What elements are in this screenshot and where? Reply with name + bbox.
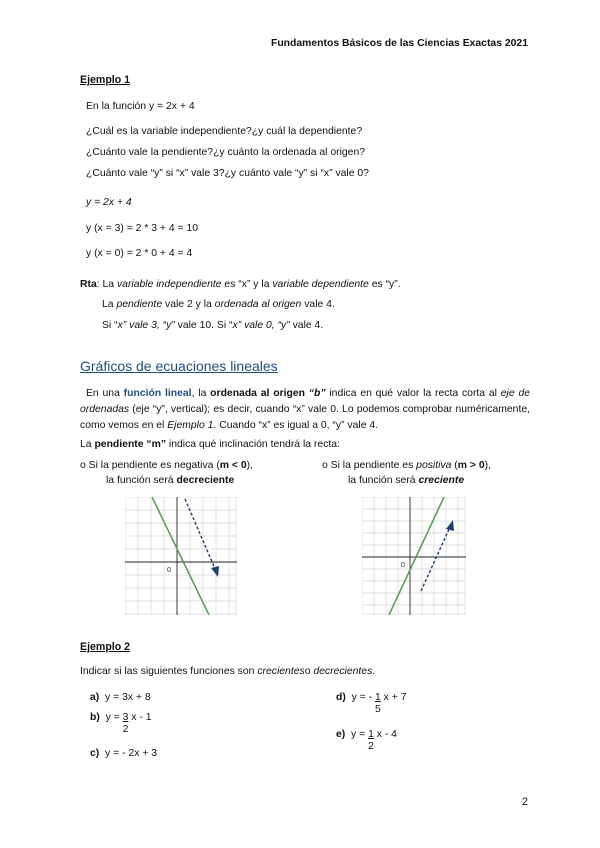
exercise-expression: y = 3x + 8 — [105, 692, 151, 703]
page-number: 2 — [521, 796, 528, 808]
answer-text: es “x” y la — [221, 279, 273, 290]
answer-italic: pendiente — [116, 299, 163, 310]
answer-text: vale 2 y la — [162, 299, 215, 310]
fraction-denominator: 5 — [374, 704, 381, 715]
example1-intro: En la función y = 2x + 4 — [86, 101, 195, 112]
exercise-expression: y = - 2x + 3 — [105, 748, 158, 759]
answer-italic: x” vale 0, “y” — [232, 320, 290, 331]
example1-heading: Ejemplo 1 — [80, 74, 131, 86]
answer-italic: x” vale 3, “y” — [117, 320, 175, 331]
green-function-line — [389, 497, 444, 615]
answer-text: vale 4. — [301, 299, 335, 310]
para-bold: decreciente — [176, 475, 235, 486]
answer-text: Si “ — [102, 320, 118, 331]
para-text: indica en qué valor la recta corta al — [325, 388, 501, 399]
answer-line-3 — [102, 320, 323, 331]
para-bold: pendiente “m” — [94, 439, 167, 450]
exercise-label: a) — [90, 692, 100, 703]
section-paragraph-1 — [80, 386, 530, 434]
negative-slope-line-1 — [80, 460, 253, 471]
positive-slope-line-1 — [322, 460, 491, 471]
exercise-expression: x + 7 — [380, 692, 407, 703]
exercise-label: b) — [90, 712, 100, 723]
fraction-denominator: 2 — [368, 741, 374, 752]
para-text: , la — [191, 388, 211, 399]
exercise-label: d) — [336, 692, 346, 703]
arrow-head-icon — [446, 520, 454, 531]
exercise-b — [90, 712, 152, 736]
increasing-function-graph — [362, 497, 466, 615]
answer-italic: variable dependiente — [272, 279, 369, 290]
para-italic: crecientes — [257, 666, 305, 677]
example2-heading: Ejemplo 2 — [80, 641, 131, 653]
para-text: La — [80, 439, 95, 450]
answer-text: es “y”. — [368, 279, 401, 290]
para-text: . — [372, 666, 376, 677]
para-text: ), — [246, 460, 254, 471]
para-text: o Si la pendiente es — [322, 460, 417, 471]
example2-instruction — [80, 666, 375, 677]
exercise-label: e) — [336, 729, 346, 740]
answer-line-2 — [102, 299, 335, 310]
example1-equation: y = 2x + 4 — [86, 197, 132, 208]
answer-italic: ordenada al origen — [214, 299, 302, 310]
exercise-label: c) — [90, 748, 100, 759]
answer-italic: variable independiente — [116, 279, 222, 290]
example1-question-1: ¿Cuál es la variable independiente?¿y cuál la dependiente? — [86, 126, 363, 137]
para-text: (eje “y”, vertical); es decir, cuando “x” vale 0. Lo podemos comprobar numéricamente, como vemos en el — [80, 404, 530, 431]
exercise-d — [336, 692, 406, 716]
exercise-e — [336, 729, 397, 753]
positive-slope-line-2 — [348, 475, 464, 486]
para-text: la función será — [348, 475, 419, 486]
example1-eval-x0: y (x = 0) = 2 * 0 + 4 = 4 — [86, 248, 193, 259]
para-text: o Si la pendiente es negativa ( — [80, 460, 220, 471]
para-bold: m > 0 — [457, 460, 485, 471]
answer-text: vale 4. — [289, 320, 324, 331]
exercise-expression: x - 1 — [128, 712, 152, 723]
answer-text: vale 10. Si “ — [174, 320, 233, 331]
decreasing-function-graph — [125, 497, 237, 615]
answer-text: La — [102, 299, 117, 310]
para-text: o — [304, 666, 314, 677]
fraction-numerator: 3 — [122, 712, 129, 723]
origin-label: 0 — [401, 562, 405, 569]
answer-text: : La — [96, 279, 117, 290]
exercise-expression: y = — [351, 729, 369, 740]
exercise-c — [90, 748, 157, 759]
para-text: Indicar si las siguientes funciones son — [80, 666, 258, 677]
para-bold: m < 0 — [219, 460, 247, 471]
exercise-expression: y = — [105, 712, 123, 723]
para-bold: ordenada al origen — [210, 388, 305, 399]
exercise-expression: x - 4 — [373, 729, 397, 740]
example1-question-2: ¿Cuánto vale la pendiente?¿y cuánto la ordenada al origen? — [86, 147, 366, 158]
section-title: Gráficos de ecuaciones lineales — [80, 358, 278, 374]
example1-eval-x3: y (x = 3) = 2 * 3 + 4 = 10 — [86, 223, 199, 234]
para-text: ( — [451, 460, 458, 471]
para-italic: decrecientes — [313, 666, 373, 677]
green-function-line — [152, 497, 209, 615]
para-text: ), — [484, 460, 491, 471]
rta-label: Rta — [80, 279, 97, 290]
page-header-title: Fundamentos Básicos de las Ciencias Exactas 2021 — [270, 38, 528, 49]
negative-slope-line-2 — [106, 475, 234, 486]
origin-label: 0 — [167, 567, 171, 574]
para-bold-italic: “b” — [304, 388, 326, 399]
fraction-numerator: 1 — [374, 692, 381, 703]
graph-grid — [362, 497, 466, 615]
para-text: la función será — [106, 475, 177, 486]
fraction-numerator: 1 — [368, 729, 374, 740]
para-italic: Ejemplo 1 — [167, 420, 214, 431]
para-italic: eje de ordenadas — [80, 388, 531, 415]
para-bold-italic: creciente — [418, 475, 465, 486]
example1-question-3: ¿Cuánto vale “y” si “x” vale 3?¿y cuánto vale “y” si “x” vale 0? — [86, 168, 369, 179]
para-italic: positiva — [416, 460, 452, 471]
answer-line-1 — [80, 279, 401, 290]
fraction-denominator: 2 — [122, 724, 129, 735]
para-highlight: función lineal — [123, 388, 192, 399]
section-paragraph-2 — [80, 439, 340, 450]
exercise-a — [90, 692, 151, 703]
para-text: indica qué inclinación tendrá la recta: — [166, 439, 340, 450]
para-text: En una — [86, 388, 124, 399]
exercise-expression: y = - — [351, 692, 375, 703]
para-text: . Cuando “x” es igual a 0, “y” vale 4. — [213, 420, 379, 431]
